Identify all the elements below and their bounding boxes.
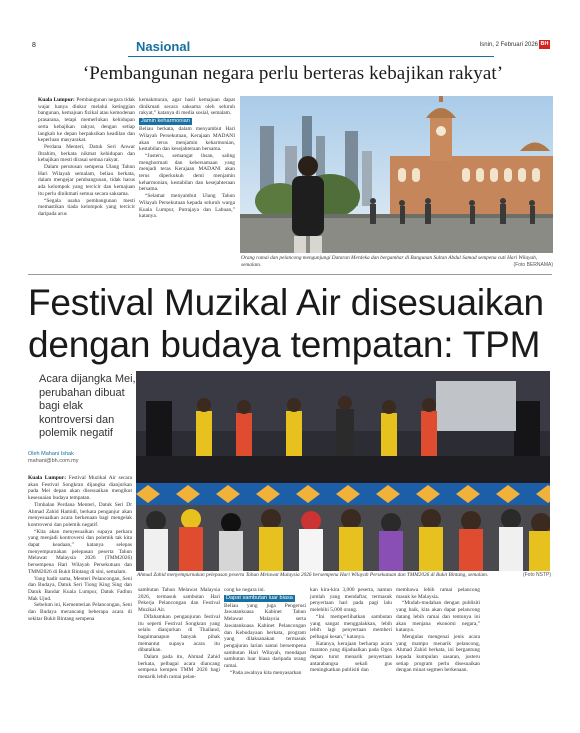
paragraph: Difahamkan penganjuran festival itu seperti Festival Songkran yang selalu dianjurkan di Thailand, bagaimanapun banyak pihak memantut supaya acara itu dibatalkan.	[138, 613, 220, 654]
dateline: Kuala Lumpur:	[28, 475, 66, 481]
paragraph: “Kita akan menyesuaikan supaya perkara yang menjadi kontroversi dan polemik tak kita dapat keadaan,” katanya selepas menyempurnakan pelepasan peserta Tahun Melawat Malaysia 2026 (TMM2026) bersempena Hari Wilayah Persekutuan dan TMM2026 di Bukit Bintang di sini, semalam.	[28, 528, 132, 575]
dataran-merdeka-photo-image	[240, 96, 553, 253]
main-story-column-4	[310, 587, 392, 674]
byline-author: Oleh Mahani Ishak	[28, 451, 74, 457]
paragraph: “Selamat menyambut Ulang Tahun Wilayah Persekutuan kepada seluruh warga Kuala Lumpur, Putrajaya dan Labuan,” katanya.	[139, 193, 235, 220]
byline	[28, 451, 128, 465]
paragraph: “Ini memperlihatkan sambutan yang sangat menggalakkan, lebih lebih lagi penyertaan memberi pelbagai kesan,” katanya.	[310, 613, 392, 640]
paragraph: Katanya, kerajaan berharap acara maraton yang dijadualkan pada Ogos depan turut menarik penyertaan antarabangsa sekali gus meningkatkan publisiti dan	[310, 640, 392, 674]
caption-text: Orang ramai dan pelancong mengunjungi Dataran Merdeka dan bergambar di Bangunan Sultan Abdul Samad sempena cuti Hari Wilayah, semalam.	[241, 255, 538, 268]
paragraph: kan kira-kira 3,000 peserta, namun jumlah yang mendaftar, termasuk penyertaan hari pada pagi lalu melebihi 5,000 orang.	[310, 587, 392, 614]
story-divider	[28, 274, 552, 275]
photo-credit: (Foto BERNAMA)	[513, 261, 553, 268]
paragraph: “Justeru, semangat ihsan, saling menghormati dan kebersamaan yang menjadi teras Kerajaan MADANI akan terus diperkukuh demi menjamin keharmonian, kestabilan dan kesejahteraan bersama.	[139, 152, 235, 193]
paragraph: sambutan Tahun Melawat Malaysia 2026, termasuk sambutan Hari Pekerja Pelancongan dan Festival Muzikal Air.	[138, 587, 220, 614]
paragraph-text: Festival Muzikal Air secara akan Festival Songkran dijangka dianjurkan pada Mei depan akan disesuaikan mengikut kesesuaian budaya tempatan.	[28, 475, 132, 502]
caption-text: Ahmad Zahid menyempurnakan pelepasan peserta Tahun Melawat Malaysia 2026 bersempena Hari Wilayah Persekutuan dan TMM2026 di Bukit Bintang, semalam.	[137, 572, 489, 578]
main-story-column-3	[224, 587, 306, 676]
paragraph: Dalam perutusan sempena Ulang Tahun Hari Wilayah semalam, beliau berkata, dalam mengejar pembangunan, tidak harus ada kelompok yang tercicir dan kemajuan itu perlu dinikmati semua secara saksama.	[38, 164, 135, 197]
paragraph: “Pada awalnya kita menyasarkan	[230, 669, 302, 676]
page-header	[28, 37, 552, 59]
byline-email: mahani@bh.com.my	[28, 458, 79, 464]
dataran-merdeka-photo	[240, 96, 553, 253]
paragraph: “Segala usaha pembangunan mesti memastikan tiada kelompok yang tercicir daripada arus	[38, 197, 135, 217]
paragraph: Beliau yang juga Pengerusi Jawatankuasa Kabinet Tahun Melawat Malaysia serta Jawatankuasa Kabinet Pelancongan dan Kebudayaan berkata, program yang dilaksanakan termasuk pengajuran larian santai bersempena sambutan Hari Wilayah, mendapat sambutan luar biasa daripada orang ramai.	[224, 602, 306, 670]
paragraph: cong ke negara ini.	[224, 587, 266, 593]
photo-credit: (Foto NSTP)	[522, 572, 551, 578]
main-story-column-1	[28, 475, 132, 622]
paragraph: Mengulas mengenai jenis acara yang mampu menarik pelancong, Ahmad Zahid berkata, ini bergantung kepada kumpulan sasaran, justeru setiap program perlu disesuaikan dengan minat segmen berkenaan.	[396, 633, 480, 674]
subheading: Dapat sambutan luar biasa	[226, 594, 293, 601]
paragraph	[28, 475, 132, 502]
top-story-column-1	[38, 97, 135, 218]
paragraph: kemakmuran, agar hasil kemajuan dapat dinikmati secara saksama oleh seluruh rakyat,” katanya di media sosial, semalam.	[139, 97, 235, 117]
paragraph: membawa lebih ramai pelancong masuk ke Malaysia.	[396, 587, 480, 600]
paragraph: Yang hadir sama, Menteri Pelancongan, Seni dan Budaya, Datuk Seri Tiong King Sing dan Datuk Bandar Kuala Lumpur, Datuk Fadlun Mak Ujud.	[28, 575, 132, 602]
paragraph-text: Pembangunan negara tidak wajar hanya diukur melalui ketinggian bangunan, kemajuan fizikal atau kemodenan prasarana, tetapi memerlukan kehidupan serta kebajikan rakyat, dengan setiap langkah ke depan berpaksikan keadilan dan keperluan masyarakat.	[38, 97, 135, 144]
header-rule	[128, 56, 494, 57]
festival-photo-image	[136, 371, 550, 571]
publication-logo: BH	[540, 41, 549, 47]
main-story-column-2	[138, 587, 220, 681]
top-story-column-2	[139, 97, 235, 220]
paragraph: Dalam pada itu, Ahmad Zahid berkata, pelbagai acara diancang sempena kempen TMM 2026 bagi menarik lebih ramai pelan-	[138, 654, 220, 681]
paragraph: Timbalan Perdana Menteri, Datuk Seri Dr Ahmad Zahid Hamidi, berkata penganjur akan menyesuaikan acara berkenaan bagi mengelak kontroversi dan polemik negatif.	[28, 501, 132, 528]
story-deck: Acara dijangka Mei, perubahan dibuat bagi elak kontroversi dan polemik negatif	[39, 373, 136, 439]
paragraph: Beliau berkata, dalam menyambut Hari Wilayah Persekutuan, Kerajaan MADANI akan terus menjamin keharmonian, kestabilan dan kesejahteraan bersama.	[139, 126, 235, 153]
paragraph	[38, 97, 135, 144]
top-photo-caption	[241, 255, 553, 268]
issue-date: Isnin, 2 Februari 2026	[479, 42, 538, 48]
subheading: Jamin keharmonian	[141, 118, 190, 125]
paragraph: Sebelum ini, Kementerian Pelancongan, Seni dan Budaya merancang beberapa acara di sekitar Bukit Bintang sempena	[28, 602, 132, 622]
main-story-headline: Festival Muzikal Air disesuaikan dengan budaya tempatan: TPM	[28, 282, 544, 365]
dateline: Kuala Lumpur:	[38, 97, 75, 103]
main-story-column-5	[396, 587, 480, 674]
page-number: 8	[32, 42, 36, 49]
paragraph: “Mudah-mudahan dengan publisiti yang baik, kita akan dapat pelancong datang lebih ramai dan tentunya ini akan menjana ekonomi negara,” katanya.	[396, 600, 480, 634]
top-story-headline: ‘Pembangunan negara perlu berteras kebajikan rakyat’	[82, 63, 504, 84]
paragraph: Perdana Menteri, Datuk Seri Anwar Ibrahim, berkata nikmat kehidupan dan kebajikan mesti dirasai semua rakyat.	[38, 143, 135, 164]
section-title: Nasional	[136, 39, 191, 54]
main-photo-caption	[137, 572, 551, 579]
festival-photo	[136, 371, 550, 571]
